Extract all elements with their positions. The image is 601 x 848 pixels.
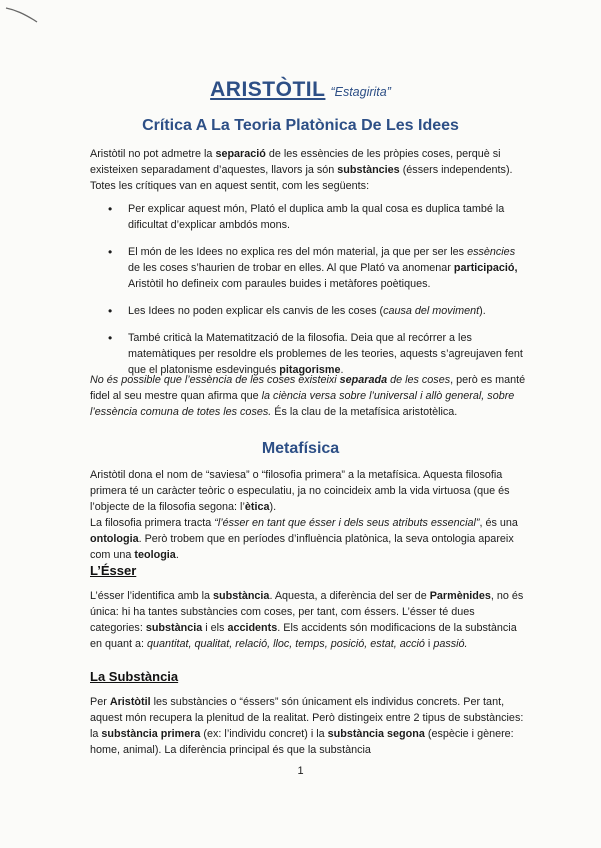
document-title [0,78,601,102]
intro-paragraph: Aristòtil no pot admetre la separació de les essències de les pròpies coses, perquè si existeixen separadament d’aquestes, llavors ja són substàncies (éssers independents). Totes les crítiques van en aquest sentit, com les següents: [90,148,513,192]
main-title: ARISTÒTIL [210,78,326,101]
substancia-paragraph: Per Aristòtil les substàncies o “éssers” són únicament els individus concrets. Per tant, aquest món recupera la plenitud de la realitat. Però distingeix entre 2 tipus de substàncies: la substància primera (ex: l’individu concret) i la substància segona (espècie i gènere: home, animal). La diferència principal és que la substància [90,696,524,756]
metafisica-paragraph-1: Aristòtil dona el nom de “saviesa” o “filosofia primera” a la metafísica. Aquesta filosofia primera té un caràcter teòric o especulatiu, ja no coincideix amb la vida virtuosa (que és l’objecte de la filosofia segona: l’ètica). [90,469,510,513]
conclusion-paragraph: No és possible que l’essència de les coses existeixi separada de les coses, però es manté fidel al seu mestre quan afirma que la ciència versa sobre l’universal i allò general, sobre l’essència comuna de totes les coses. És la clau de la metafísica aristotèlica. [90,374,526,418]
list-item: • Per explicar aquest món, Plató el duplica amb la qual cosa es duplica també la dificultat d’explicar ambdós mons. [108,201,524,233]
section-title-metafisica: Metafísica [261,440,340,457]
subtitle: “Estagirita” [330,85,391,99]
esser-paragraph: L’ésser l’identifica amb la substància. Aquesta, a diferència del ser de Parmènides, no és única: hi ha tantes substàncies com coses, per tant, com éssers. L’ésser té dues categories: substància i els accidents. Els accidents són modificacions de la substància en quant a: quantitat, qualitat, relació, lloc, temps, posició, estat, acció i passió. [90,590,524,650]
list-item: • També criticà la Matematització de la filosofia. Deia que al recórrer a les matemàtiques per resoldre els problemes de les teories, aquests s’agreujaven fent que el platonisme esdevingués pitagorisme. [108,330,524,378]
critique-list [108,201,524,378]
list-item: • El món de les Idees no explica res del món material, ja que per ser les essències de les coses s’haurien de trobar en elles. Al que Plató va anomenar participació, Aristòtil ho defineix com paraules buides i metàfores poètiques. [108,244,524,292]
section-title-critica: Crítica A La Teoria Platònica De Les Idees [142,117,459,134]
heading-substancia: La Substància [90,669,179,684]
list-item: • Les Idees no poden explicar els canvis de les coses (causa del moviment). [108,303,524,319]
page-number: 1 [297,765,304,777]
heading-esser: L’Ésser [90,563,137,578]
metafisica-paragraph-2: La filosofia primera tracta “l’ésser en tant que ésser i dels seus atributs essencial”, és una ontologia. Però trobem que en períodes d’influència platònica, la seva ontologia apareix com una teologia. [90,517,518,561]
scan-mark [0,0,60,30]
